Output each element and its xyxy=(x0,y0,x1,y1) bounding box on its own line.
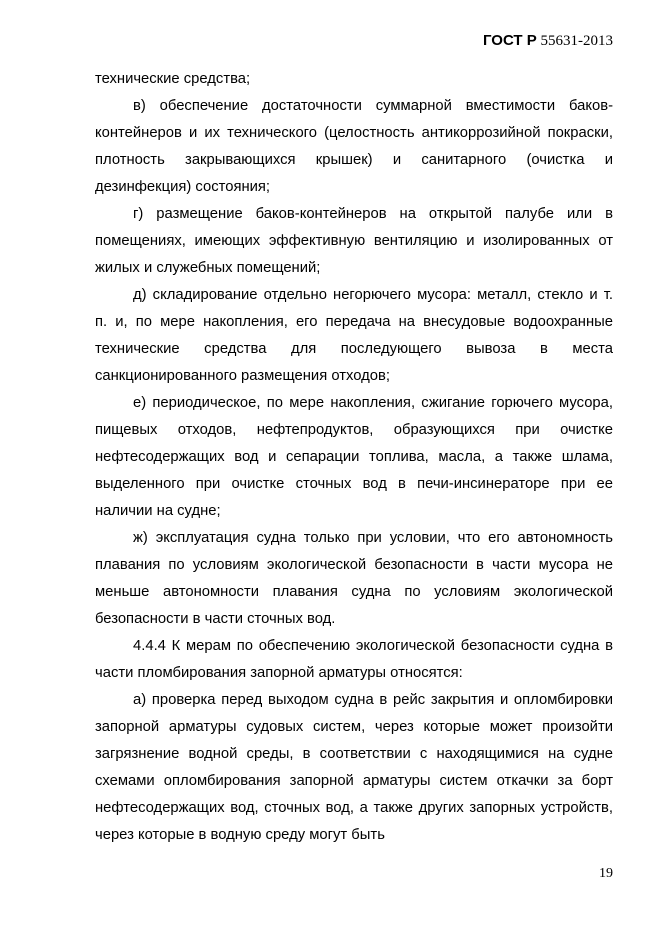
document-header xyxy=(483,32,613,50)
paragraph-section-4-4-4: 4.4.4 К мерам по обеспечению экологической безопасности судна в части пломбирования запорной арматуры относятся: xyxy=(95,638,613,681)
standard-number: 55631-2013 xyxy=(540,33,613,49)
page-number: 19 xyxy=(599,866,613,881)
paragraph-item-v: в) обеспечение достаточности суммарной вместимости баков-контейнеров и их технического (целостность антикоррозийной покраски, плотность закрывающихся крышек) и санитарного (очистка и дезинфекция) состояния; xyxy=(95,98,613,195)
paragraph-item-e: е) периодическое, по мере накопления, сжигание горючего мусора, пищевых отходов, нефтепродуктов, образующихся при очистке нефтесодержащих вод и сепарации топлива, масла, а также шлама, выделенного при очистке сточных вод в печи-инсинераторе при ее наличии на судне; xyxy=(95,395,613,519)
paragraph-continuation: технические средства; xyxy=(95,71,251,87)
paragraph-item-d: д) складирование отдельно негорючего мусора: металл, стекло и т. п. и, по мере накопления, его передача на внесудовые водоохранные технические средства для последующего вывоза в места санкционированного размещения отходов; xyxy=(95,287,613,384)
paragraph-item-zh: ж) эксплуатация судна только при условии, что его автономность плавания по условиям экологической безопасности в части мусора не меньше автономности плавания судна по условиям экологической безопасности в части сточных вод. xyxy=(95,530,613,627)
paragraph-item-g: г) размещение баков-контейнеров на открытой палубе или в помещениях, имеющих эффективную вентиляцию и изолированных от жилых и служебных помещений; xyxy=(95,206,613,276)
document-body xyxy=(95,66,613,849)
paragraph-item-a: а) проверка перед выходом судна в рейс закрытия и опломбировки запорной арматуры судовых систем, через которые может произойти загрязнение водной среды, в соответствии с находящимися на судне схемами опломбирования запорной арматуры систем откачки за борт нефтесодержащих вод, сточных вод, а также других запорных устройств, через которые в водную среду могут быть xyxy=(95,692,613,843)
standard-prefix: ГОСТ Р xyxy=(482,32,537,49)
